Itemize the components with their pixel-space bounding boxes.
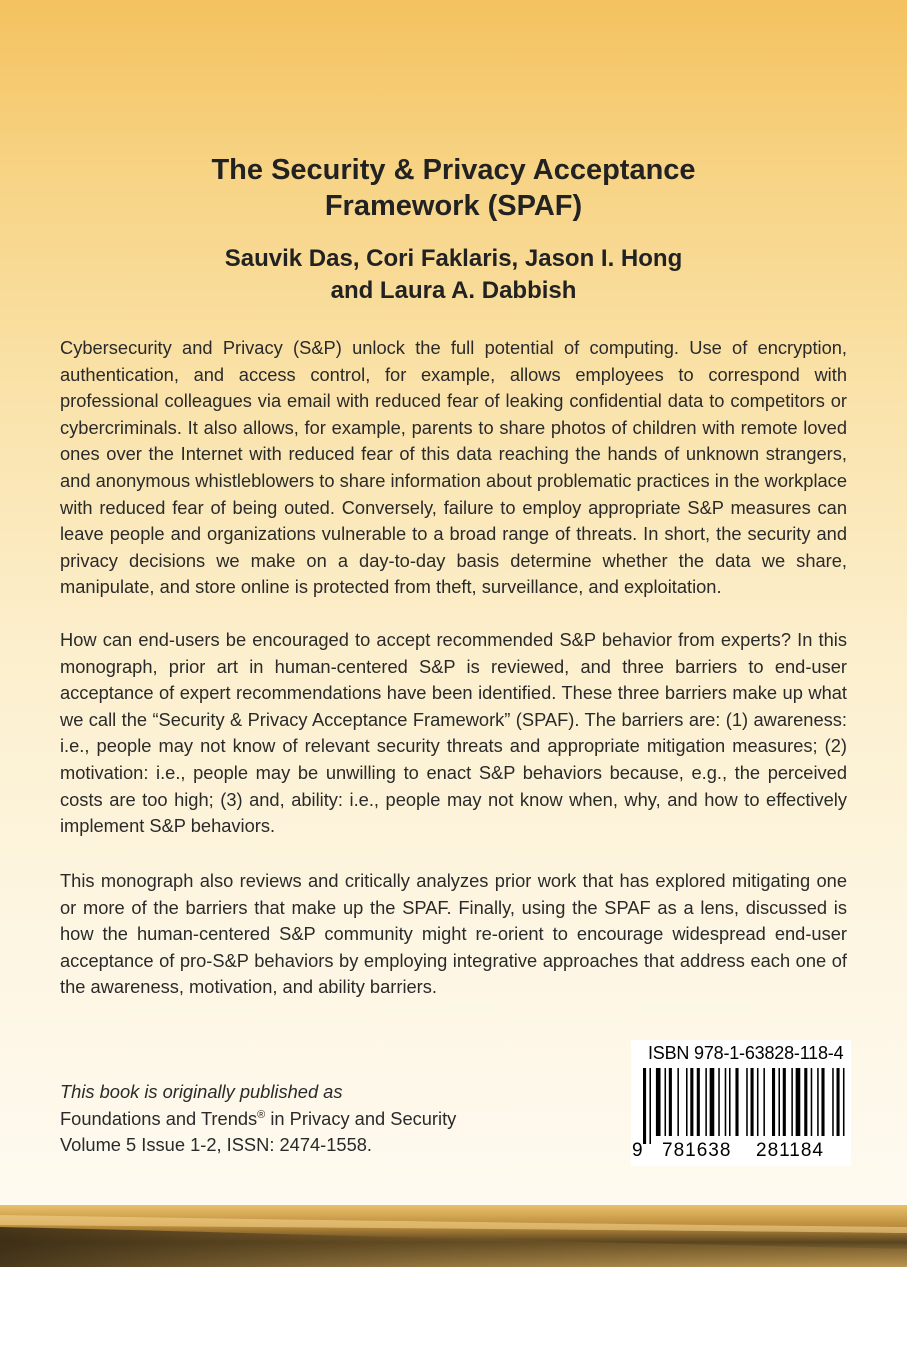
abstract-paragraph-3: This monograph also reviews and critically analyzes prior work that has explored mitigating one or more of the barriers that make up the SPAF. Finally, using the SPAF as a lens, discussed is how the human-centered S&P community might re-orient to encourage widespread end-user acceptance of pro-S&P behaviors by employing integrative approaches that address each one of the awareness, motivation, and ability barriers. bbox=[60, 870, 847, 998]
barcode-bar bbox=[817, 1068, 819, 1136]
publication-volume: Volume 5 Issue 1-2, ISSN: 2474-1558. bbox=[60, 1134, 372, 1156]
barcode-bar bbox=[778, 1068, 780, 1136]
barcode-bar bbox=[791, 1068, 793, 1136]
series-name: Foundations and Trends bbox=[60, 1107, 258, 1129]
barcode-bar bbox=[821, 1068, 824, 1136]
barcode-bar bbox=[697, 1068, 700, 1136]
barcode-bar bbox=[677, 1068, 679, 1136]
barcode-bar bbox=[837, 1068, 840, 1136]
registered-mark: ® bbox=[257, 1108, 266, 1121]
book-title bbox=[0, 152, 907, 224]
barcode-bar bbox=[843, 1068, 845, 1136]
barcode-bar bbox=[751, 1068, 754, 1136]
barcode-bar bbox=[811, 1068, 813, 1136]
barcode-digit-first: 9 bbox=[632, 1140, 644, 1161]
publication-note: This book is originally published as bbox=[60, 1081, 343, 1102]
barcode-bar bbox=[763, 1068, 765, 1136]
barcode-bar bbox=[705, 1068, 707, 1136]
barcode-bar bbox=[690, 1068, 693, 1136]
barcode-bar bbox=[757, 1068, 759, 1136]
barcode-bar bbox=[804, 1068, 807, 1136]
title-line-2: Framework (SPAF) bbox=[324, 190, 583, 222]
barcode-bar bbox=[686, 1068, 688, 1136]
horizon-band bbox=[0, 1205, 907, 1267]
series-name-rest: in Privacy and Security bbox=[265, 1107, 457, 1129]
barcode-bar bbox=[783, 1068, 786, 1136]
title-line-1: The Security & Privacy Acceptance bbox=[211, 154, 696, 186]
barcode-bar bbox=[725, 1068, 727, 1136]
barcode-bar bbox=[710, 1068, 715, 1136]
barcode-bar bbox=[796, 1068, 801, 1136]
authors-line-2: and Laura A. Dabbish bbox=[330, 277, 577, 304]
barcode-bar bbox=[656, 1068, 661, 1136]
barcode-bar bbox=[772, 1068, 775, 1136]
barcode-bar bbox=[669, 1068, 672, 1136]
barcode-bar bbox=[718, 1068, 720, 1136]
abstract-paragraph-2: How can end-users be encouraged to accept recommended S&P behavior from experts? In this monograph, prior art in human-centered S&P is reviewed, and three barriers to end-user acceptance of expert recommendations have been identified. These three barriers make up what we call the “Security & Privacy Acceptance Framework” (SPAF). The barriers are: (1) awareness: i.e., people may not know of relevant security threats and appropriate mitigation measures; (2) motivation: i.e., people may be unwilling to enact S&P behaviors because, e.g., the perceived costs are too high; (3) and, ability: i.e., people may not know when, why, and how to effectively implement S&P behaviors. bbox=[60, 629, 847, 837]
authors bbox=[0, 243, 907, 307]
barcode-bar bbox=[643, 1068, 646, 1144]
barcode-bar bbox=[649, 1068, 651, 1144]
isbn-label: ISBN 978-1-63828-118-4 bbox=[648, 1043, 844, 1063]
barcode-digits-left: 781638 bbox=[662, 1140, 732, 1161]
publication-info bbox=[60, 1079, 540, 1159]
barcode-bar bbox=[735, 1068, 738, 1136]
barcode-bars bbox=[641, 1068, 847, 1144]
barcode-bar bbox=[832, 1068, 834, 1136]
barcode-digits-right: 281184 bbox=[756, 1140, 824, 1161]
barcode-bar bbox=[746, 1068, 748, 1136]
abstract-paragraph-1: Cybersecurity and Privacy (S&P) unlock the full potential of computing. Use of encryption, authentication, and access control, for example, allows employees to correspond with professional colleagues via email with reduced fear of leaking confidential data to competitors or cybercriminals. It also allows, for example, parents to share photos of children with remote loved ones over the Internet with reduced fear of this data reaching the hands of unknown strangers, and anonymous whistleblowers to share information about problematic practices in the workplace with reduced fear of being outed. Conversely, failure to employ appropriate S&P measures can leave people and organizations vulnerable to a broad range of threats. In short, the security and privacy decisions we make on a day-to-day basis determine whether the data we share, manipulate, and store online is protected from theft, surveillance, and exploitation. bbox=[60, 337, 847, 598]
barcode-bar bbox=[665, 1068, 667, 1136]
barcode-bar bbox=[729, 1068, 731, 1136]
authors-line-1: Sauvik Das, Cori Faklaris, Jason I. Hong bbox=[224, 245, 683, 272]
publication-series bbox=[60, 1106, 540, 1133]
